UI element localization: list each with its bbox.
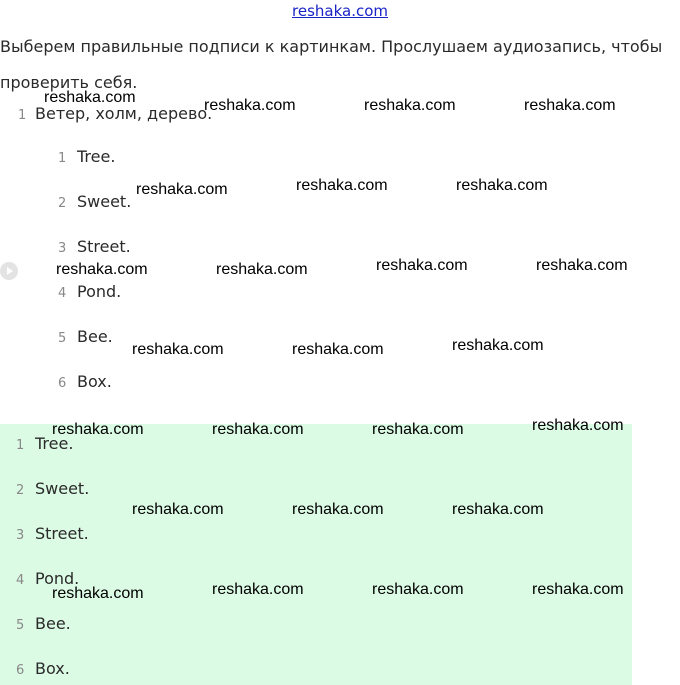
option-number: 6 [58, 376, 67, 391]
watermark: reshaka.com [532, 581, 624, 598]
answer-item [16, 614, 71, 633]
watermark: reshaka.com [532, 417, 624, 434]
watermark: reshaka.com [536, 257, 628, 274]
task-number: 1 [18, 108, 27, 123]
answer-item [16, 659, 70, 678]
watermark: reshaka.com [52, 585, 144, 602]
answer-number: 4 [16, 573, 25, 588]
option-label: Tree. [77, 147, 116, 166]
answer-label: Box. [35, 659, 70, 678]
answer-label: Bee. [35, 614, 71, 633]
option-item [58, 237, 131, 256]
answer-label: Pond. [35, 569, 80, 588]
option-label: Street. [77, 237, 131, 256]
answer-number: 5 [16, 618, 25, 633]
option-number: 1 [58, 151, 67, 166]
option-item [58, 192, 131, 211]
answer-number: 1 [16, 438, 25, 453]
option-item [58, 372, 112, 391]
watermark: reshaka.com [524, 97, 616, 114]
watermark: reshaka.com [452, 337, 544, 354]
watermark: reshaka.com [132, 501, 224, 518]
watermark: reshaka.com [292, 501, 384, 518]
watermark: reshaka.com [212, 581, 304, 598]
option-item [58, 147, 115, 166]
watermark: reshaka.com [44, 89, 136, 106]
answer-item [16, 524, 89, 543]
option-item [58, 282, 121, 301]
play-icon[interactable] [0, 262, 18, 280]
answer-label: Tree. [35, 434, 74, 453]
option-number: 2 [58, 196, 67, 211]
option-item [58, 327, 113, 346]
site-header-link[interactable]: reshaka.com [292, 2, 388, 20]
task-text: Ветер, холм, дерево. [35, 104, 213, 123]
instruction-text: Выберем правильные подписи к картинкам. Прослушаем аудиозапись, чтобы проверить себя. [0, 37, 663, 92]
answer-number: 6 [16, 663, 25, 678]
watermark: reshaka.com [212, 421, 304, 438]
watermark: reshaka.com [376, 257, 468, 274]
watermark: reshaka.com [132, 341, 224, 358]
watermark: reshaka.com [452, 501, 544, 518]
answer-panel [0, 424, 632, 685]
watermark: reshaka.com [216, 261, 308, 278]
option-number: 5 [58, 331, 67, 346]
option-label: Sweet. [77, 192, 132, 211]
watermark: reshaka.com [296, 177, 388, 194]
answer-item [16, 479, 89, 498]
watermark: reshaka.com [52, 421, 144, 438]
watermark: reshaka.com [136, 181, 228, 198]
option-number: 3 [58, 241, 67, 256]
watermark: reshaka.com [372, 581, 464, 598]
option-number: 4 [58, 286, 67, 301]
answer-number: 3 [16, 528, 25, 543]
option-label: Box. [77, 372, 112, 391]
answer-label: Sweet. [35, 479, 90, 498]
option-label: Pond. [77, 282, 122, 301]
option-label: Bee. [77, 327, 113, 346]
watermark: reshaka.com [204, 97, 296, 114]
watermark: reshaka.com [456, 177, 548, 194]
watermark: reshaka.com [372, 421, 464, 438]
answer-label: Street. [35, 524, 89, 543]
watermark: reshaka.com [292, 341, 384, 358]
answer-number: 2 [16, 483, 25, 498]
watermark: reshaka.com [56, 261, 148, 278]
watermark: reshaka.com [364, 97, 456, 114]
